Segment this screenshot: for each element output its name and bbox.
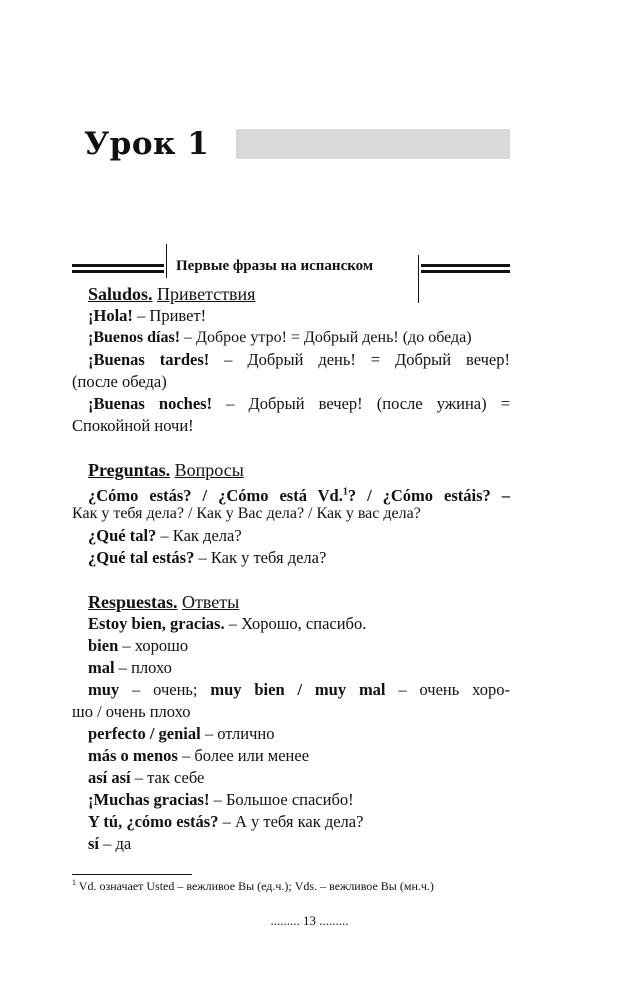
greetings-heading: Saludos. Приветствия	[88, 284, 256, 304]
phrase-line: así así – так себе	[88, 768, 205, 787]
section-rule-left	[72, 264, 164, 273]
answers-heading: Respuestas. Ответы	[88, 592, 240, 612]
lesson-title: Урок 1	[84, 126, 210, 162]
phrase-line: Как у тебя дела? / Как у Вас дела? / Как у вас дела?	[72, 505, 421, 522]
phrase-line: ¿Qué tal estás? – Как у тебя дела?	[88, 548, 327, 567]
title-decorative-bar	[236, 129, 510, 159]
phrase-line: (после обеда)	[72, 372, 167, 391]
phrase-line: шо / очень плохо	[72, 702, 191, 721]
footnote-rule	[72, 874, 192, 875]
phrase-line: ¡Hola! – Привет!	[88, 306, 207, 325]
phrase-line: Estoy bien, gracias. – Хорошо, спасибо.	[88, 614, 367, 633]
section-rule-right	[421, 264, 510, 273]
phrase-line: Спокойной ночи!	[72, 416, 194, 435]
phrase-line: ¡Buenas tardes! – Добрый день! = Добрый вечер!	[88, 350, 510, 369]
questions-heading: Preguntas. Вопросы	[88, 460, 244, 480]
phrase-line: ¡Buenas noches! – Добрый вечер! (после ужина) =	[88, 394, 511, 413]
phrase-line: ¡Buenos días! – Доброе утро! = Добрый день! (до обеда)	[88, 329, 472, 346]
footnote: $^1$ Vd. означает Usted – вежливое Вы (ед.ч.); Vds. – вежливое Вы (мн.ч.)	[72, 878, 434, 893]
phrase-line: mal – плохо	[88, 658, 172, 677]
phrase-line: ¡Muchas gracias! – Большое спасибо!	[88, 790, 354, 809]
phrase-line: ¿Cómo estás? / ¿Cómo está Vd.$^1$? / ¿Cómo estáis? –	[88, 485, 510, 505]
phrase-line: ¿Qué tal? – Как дела?	[88, 526, 242, 545]
phrase-line: bien – хорошо	[88, 636, 189, 655]
section-vline-left	[166, 244, 167, 278]
phrase-line: Y tú, ¿cómo estás? – А у тебя как дела?	[88, 812, 364, 831]
section-title: Первые фразы на испанском	[176, 258, 374, 274]
phrase-line: más o menos – более или менее	[88, 746, 310, 765]
page-number: ......... 13 .........	[270, 913, 349, 928]
phrase-line: perfecto / genial – отлично	[88, 724, 275, 743]
phrase-line: muy – очень; muy bien / muy mal – очень хоро-	[88, 680, 510, 699]
phrase-line: sí – да	[88, 834, 132, 853]
